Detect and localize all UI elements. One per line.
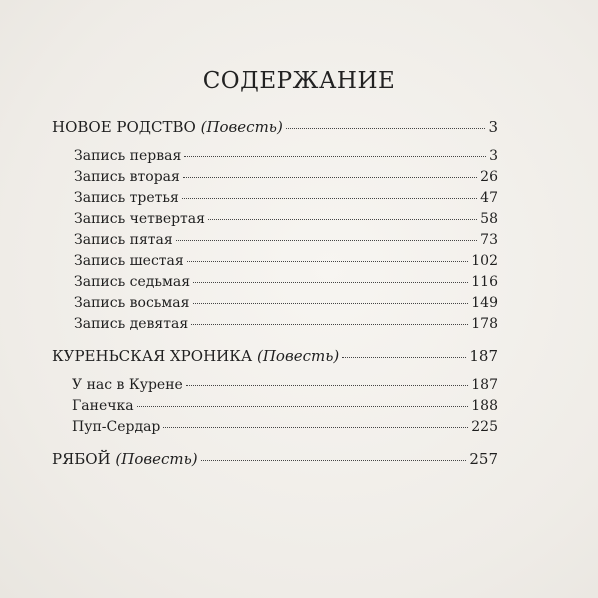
leader-dots: [163, 427, 468, 428]
leader-dots: [342, 357, 466, 358]
page-number: 187: [471, 377, 498, 393]
page-number: 257: [469, 450, 498, 468]
leader-dots: [191, 324, 468, 325]
section-title-text: КУРЕНЬСКАЯ ХРОНИКА: [52, 347, 253, 365]
leader-dots: [186, 385, 468, 386]
section-title: [52, 118, 283, 136]
toc-entry[interactable]: [74, 211, 498, 227]
toc-entry[interactable]: [74, 232, 498, 248]
page-number: 47: [480, 190, 498, 206]
page-number: 102: [471, 253, 498, 269]
toc-entry[interactable]: [74, 190, 498, 206]
page-number: 116: [471, 274, 498, 290]
page-number: 3: [489, 148, 498, 164]
leader-dots: [193, 303, 469, 304]
section-title-text: НОВОЕ РОДСТВО: [52, 118, 196, 136]
leader-dots: [187, 261, 469, 262]
entry-label: Запись восьмая: [74, 295, 190, 311]
leader-dots: [176, 240, 477, 241]
leader-dots: [208, 219, 477, 220]
entry-label: Запись седьмая: [74, 274, 191, 290]
section-title: [52, 450, 198, 468]
entry-label: Запись третья: [74, 190, 179, 206]
page-number: 73: [480, 232, 498, 248]
toc-entry[interactable]: [74, 169, 498, 185]
leader-dots: [137, 406, 469, 407]
page-title: СОДЕРЖАНИЕ: [202, 68, 396, 94]
toc-entry[interactable]: [74, 253, 498, 269]
leader-dots: [201, 460, 467, 461]
section-title: [52, 347, 339, 365]
toc-section-novoe-rodstvo[interactable]: [52, 118, 498, 136]
entry-label: Запись шестая: [74, 253, 184, 269]
page-number: 58: [480, 211, 498, 227]
toc-entry[interactable]: [72, 398, 498, 414]
toc-entry[interactable]: [72, 377, 498, 393]
toc-entry[interactable]: [72, 419, 498, 435]
entry-label: Запись девятая: [74, 316, 189, 332]
toc-entry[interactable]: [74, 148, 498, 164]
toc-entry[interactable]: [74, 295, 498, 311]
leader-dots: [183, 177, 477, 178]
page-number: 149: [471, 295, 498, 311]
leader-dots: [193, 282, 468, 283]
entry-label: У нас в Курене: [72, 377, 183, 393]
leader-dots: [182, 198, 477, 199]
entry-label: Запись первая: [74, 148, 182, 164]
page-number: 187: [469, 347, 498, 365]
section-title-text: РЯБОЙ: [52, 450, 111, 468]
section-genre: (Повесть): [257, 347, 340, 365]
entry-label: Запись пятая: [74, 232, 173, 248]
entry-label: Запись четвертая: [74, 211, 205, 227]
toc-entry[interactable]: [74, 316, 498, 332]
page-number: 178: [471, 316, 498, 332]
leader-dots: [286, 128, 486, 129]
section-genre: (Повесть): [115, 450, 198, 468]
page-number: 3: [488, 118, 498, 136]
toc-section-ryaboi[interactable]: [52, 450, 498, 468]
leader-dots: [184, 156, 486, 157]
page-number: 188: [471, 398, 498, 414]
entry-label: Ганечка: [72, 398, 134, 414]
entry-label: Пуп-Сердар: [72, 419, 161, 435]
page-number: 225: [471, 419, 498, 435]
toc-section-kurenskaya-khronika[interactable]: [52, 347, 498, 365]
section-genre: (Повесть): [200, 118, 283, 136]
toc-entry[interactable]: [74, 274, 498, 290]
page-number: 26: [480, 169, 498, 185]
entry-label: Запись вторая: [74, 169, 180, 185]
